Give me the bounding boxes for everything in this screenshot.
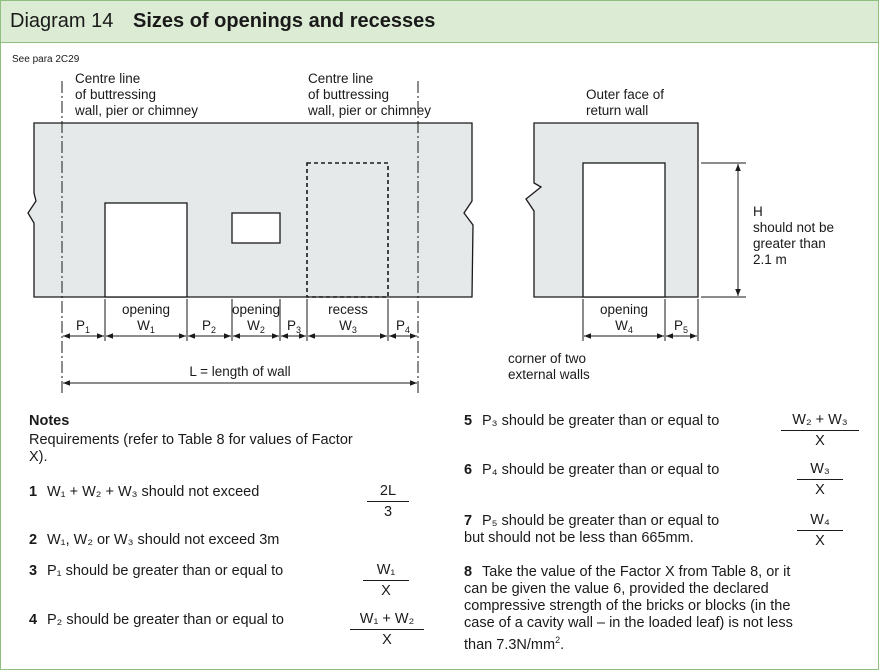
note-6-fraction: $\frac{\text{W₃}}{X}$ xyxy=(797,461,843,498)
dim-p5: $P_5$ xyxy=(673,318,689,335)
dim-p2: $P_2$ xyxy=(201,318,217,335)
diagram-title: Sizes of openings and recesses xyxy=(133,10,436,32)
note-1: 1 W₁ + W₂ + W₃ should not exceed xyxy=(29,484,260,500)
note-2: 2 W₁, W₂ or W₃ should not exceed 3m xyxy=(29,532,280,548)
dim-w4: $W_4$ xyxy=(615,318,633,335)
dim-w3-caption: recess xyxy=(328,302,368,317)
wall-elevation-drawing xyxy=(1,1,878,401)
note-6: 6 P₄ should be greater than or equal to xyxy=(464,462,720,478)
centre-line-label-1a: Centre line xyxy=(75,71,141,86)
height-label-line3: greater than xyxy=(753,236,826,251)
note-7: 7 P₅ should be greater than or equal to but should not be less than 665mm. xyxy=(464,513,720,546)
dim-p4: $P_4$ xyxy=(395,318,411,335)
note-3-fraction: $\frac{\text{W₁}}{X}$ xyxy=(363,562,409,599)
height-label-line4: 2.1 m xyxy=(753,252,787,267)
note-4-fraction: $\frac{\text{W₁ + W₂}}{X}$ xyxy=(350,611,424,648)
outer-face-label-b: return wall xyxy=(586,103,649,118)
note-3: 3 P₁ should be greater than or equal to xyxy=(29,563,284,579)
notes-intro: Requirements (refer to Table 8 for values of Factor X). xyxy=(29,432,353,465)
note-7-fraction: $\frac{\text{W₄}}{X}$ xyxy=(797,512,843,549)
centre-line-label-2c: wall, pier or chimney xyxy=(308,103,432,118)
dim-p1: $P_1$ xyxy=(75,318,91,335)
dim-w2: $W_2$ xyxy=(247,318,265,335)
left-wall xyxy=(28,123,473,297)
dim-w1: $W_1$ xyxy=(137,318,155,335)
centre-line-label-2b: of buttressing xyxy=(308,87,390,102)
height-label-h: H xyxy=(753,204,763,219)
centre-line-label-1b: of buttressing xyxy=(75,87,157,102)
right-wall xyxy=(526,123,698,297)
note-8: 8 Take the value of the Factor X from Table 8, or it can be given the value 6, provided the declared compressive strength of the bricks or blocks (in the case of a cavity wall – in the loaded leaf) is not less than $7.3N/mm^2$. xyxy=(464,564,793,653)
dim-w1-caption: opening xyxy=(121,302,171,317)
dim-p3: $P_3$ xyxy=(286,318,302,335)
length-of-wall-label: L = length of wall xyxy=(189,364,291,379)
note-4: 4 P₂ should be greater than or equal to xyxy=(29,612,284,628)
dim-w4-caption: opening xyxy=(599,302,649,317)
dim-w3: $W_3$ xyxy=(339,318,357,335)
diagram-number: Diagram 14 xyxy=(10,10,114,32)
opening-w1 xyxy=(105,203,187,297)
note-1-fraction: $\frac{2L}{3}$ xyxy=(367,483,409,520)
opening-w2 xyxy=(232,213,280,243)
notes-heading: Notes xyxy=(29,413,70,429)
corner-label-b: external walls xyxy=(508,367,590,382)
height-label-line2: should not be xyxy=(753,220,835,235)
dim-w2-caption: opening xyxy=(231,302,281,317)
centre-line-label-1c: wall, pier or chimney xyxy=(75,103,199,118)
centre-line-label-2a: Centre line xyxy=(308,71,374,86)
corner-label-a: corner of two xyxy=(508,351,587,366)
outer-face-label-a: Outer face of xyxy=(586,87,665,102)
note-5: 5 P₃ should be greater than or equal to xyxy=(464,413,720,429)
opening-w4 xyxy=(583,163,665,297)
see-para-reference: See para 2C29 xyxy=(12,54,80,65)
note-5-fraction: $\frac{\text{W₂ + W₃}}{X}$ xyxy=(781,412,859,449)
